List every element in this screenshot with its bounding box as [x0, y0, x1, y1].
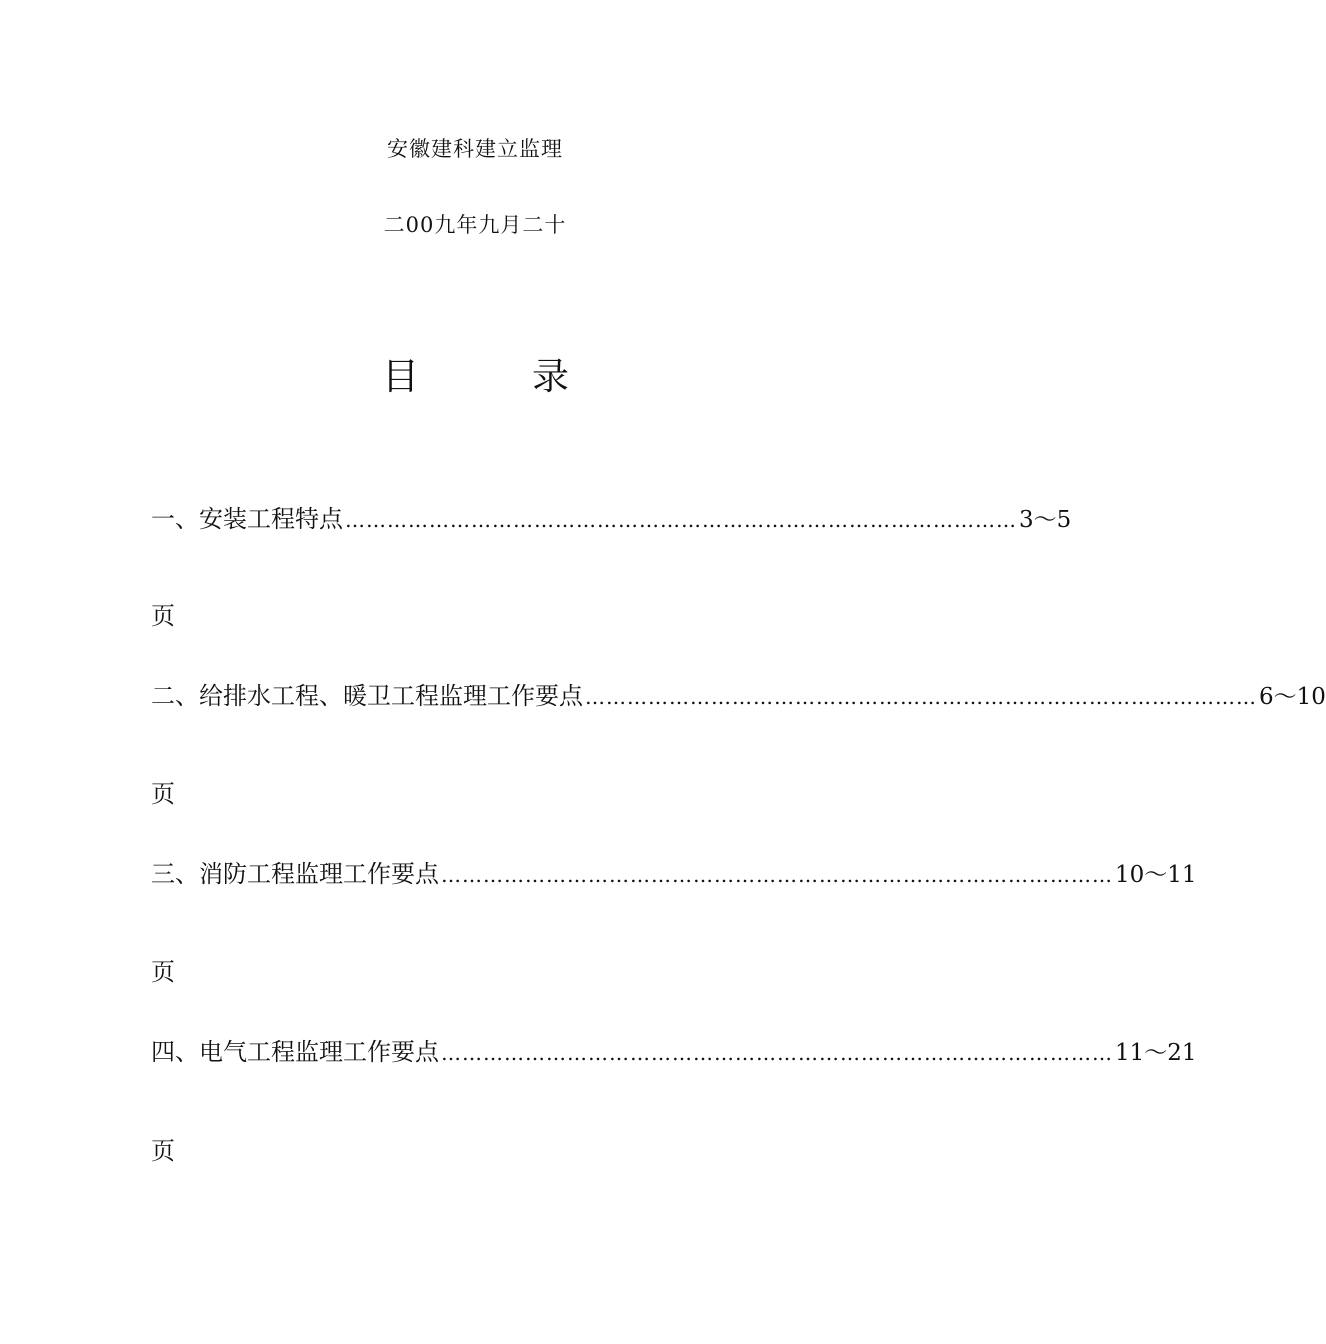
- toc-entry-pages: 3～5: [1019, 507, 1072, 533]
- dot-leader: ……………………………………………………………………………………: [345, 508, 1017, 532]
- page-unit-label: 页: [151, 780, 175, 808]
- toc-entry-text: 二、给排水工程、暖卫工程监理工作要点: [151, 682, 583, 710]
- toc-title-char-2: 录: [532, 355, 569, 398]
- toc-title-char-1: 目: [382, 355, 419, 398]
- page-unit-label: 页: [151, 958, 175, 986]
- page-unit-label: 页: [151, 1137, 175, 1165]
- toc-entry-text: 一、安装工程特点: [151, 505, 343, 533]
- toc-entry[interactable]: [151, 1034, 1197, 1070]
- toc-entry[interactable]: [151, 501, 1072, 537]
- toc-entry[interactable]: [151, 678, 1326, 714]
- toc-entry-text: 三、消防工程监理工作要点: [151, 860, 439, 888]
- toc-entry-text: 四、电气工程监理工作要点: [151, 1038, 439, 1066]
- toc-entry-pages: 11～21: [1115, 1040, 1197, 1066]
- dot-leader: ……………………………………………………………………………………: [441, 863, 1113, 887]
- dot-leader: ……………………………………………………………………………………: [585, 685, 1257, 709]
- toc-entry[interactable]: [151, 856, 1197, 892]
- toc-entry-pages: 6～10: [1259, 684, 1326, 710]
- toc-title: [0, 352, 950, 402]
- toc-entry-pages: 10～11: [1115, 862, 1197, 888]
- dot-leader: ……………………………………………………………………………………: [441, 1041, 1113, 1065]
- page-unit-label: 页: [151, 602, 175, 630]
- document-date: 二00九年九月二十: [383, 213, 567, 237]
- company-name: 安徽建科建立监理: [387, 137, 563, 161]
